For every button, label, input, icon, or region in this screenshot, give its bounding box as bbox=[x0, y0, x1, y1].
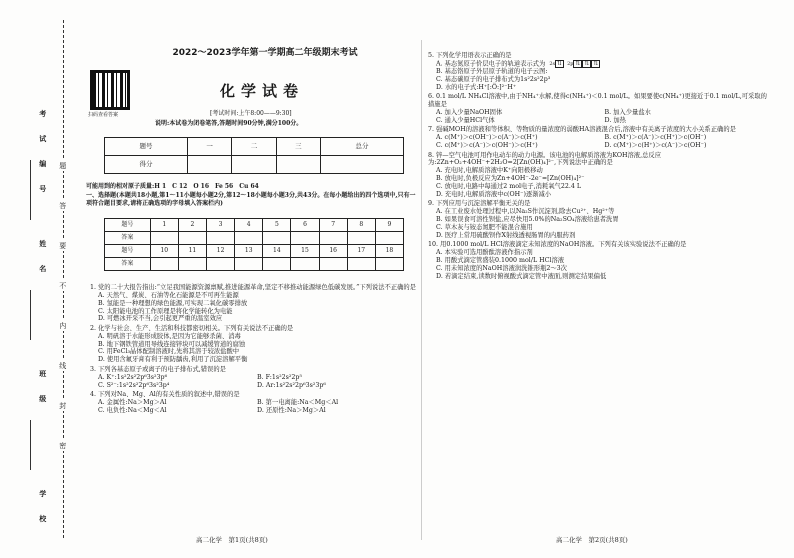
subject-title: 化学试卷 bbox=[220, 82, 305, 100]
column-divider bbox=[421, 40, 422, 540]
answer-number-row bbox=[105, 245, 404, 258]
grid-cell: 15 bbox=[291, 245, 319, 258]
exam-number-line bbox=[30, 160, 31, 220]
answer-option: C. 太阳能电池的工作原理是将化学能转化为电能 bbox=[98, 307, 233, 315]
answer-option: B. 如果误食可溶性钡盐,应尽快用5.0%的Na₂SO₄溶液给患者洗胃 bbox=[436, 216, 619, 224]
answer-box[interactable] bbox=[347, 232, 375, 245]
answer-option: A. K⁺:1s²2s²2p⁶3s²3p⁶ bbox=[98, 373, 168, 381]
answer-option: C. 基态碳原子的电子排布式为1s²2s²2p³ bbox=[436, 76, 551, 84]
seal-char: 内 bbox=[58, 322, 67, 329]
grid-cell: 16 bbox=[319, 245, 347, 258]
grid-cell: 10 bbox=[150, 245, 178, 258]
grid-cell: 17 bbox=[347, 245, 375, 258]
class-label: 班级 bbox=[38, 370, 48, 420]
answer-option: C. 用FeCl₃晶体配制溶液时,先将其溶于较浓盐酸中 bbox=[98, 348, 240, 356]
question-left_questions-1 bbox=[90, 325, 416, 364]
answer-option: B. 用酸式滴定管盛装0.1000 mol/L HCl溶液 bbox=[436, 256, 565, 264]
grid-cell: 题号 bbox=[105, 245, 151, 258]
answer-option: A. 基态氮原子价层电子的轨道表示式为 2s ⇅ 2p ⇅ ⇅ ⇅ bbox=[436, 59, 599, 68]
option-row bbox=[428, 134, 773, 142]
seal-dashed-line bbox=[63, 20, 64, 538]
answer-option: B. F:1s²2s²2p⁵ bbox=[257, 373, 302, 381]
grid-cell: 答案 bbox=[105, 232, 151, 245]
grid-cell: 14 bbox=[263, 245, 291, 258]
answer-box[interactable] bbox=[263, 258, 291, 271]
option-row bbox=[428, 109, 773, 117]
answer-box[interactable] bbox=[178, 232, 206, 245]
answer-box[interactable] bbox=[319, 258, 347, 271]
grid-cell: 9 bbox=[375, 219, 403, 232]
answer-option: C. 草木灰与铵态氮肥不能混合施用 bbox=[436, 223, 533, 231]
seal-char: 密 bbox=[58, 442, 67, 449]
question-stem: 3. 下列各基态原子或离子的电子排布式,错误的是 bbox=[90, 365, 226, 373]
seal-char: 题 bbox=[58, 162, 67, 169]
answer-option: D. 充电时,电解质溶液中c(OH⁻)逐渐减小 bbox=[436, 190, 552, 198]
answer-box[interactable] bbox=[319, 232, 347, 245]
grid-cell: 3 bbox=[207, 219, 235, 232]
answer-option: B. 放电时,负极反应为Zn+4OH⁻-2e⁻=[Zn(OH)₄]²⁻ bbox=[436, 175, 585, 183]
answer-box[interactable] bbox=[207, 258, 235, 271]
exam-title: 2022～2023学年第一学期高二年级期末考试 bbox=[172, 48, 358, 58]
answer-box[interactable] bbox=[291, 232, 319, 245]
school-label: 学校 bbox=[38, 490, 48, 540]
grid-cell: 题号 bbox=[105, 219, 151, 232]
answer-option: A. 本实验可选用酚酞溶液作指示剂 bbox=[436, 249, 533, 257]
orbital-diagram bbox=[549, 60, 600, 67]
answer-box[interactable] bbox=[375, 232, 403, 245]
question-stem: 7. 强碱MOH的溶液和等体积、等物质的量浓度的弱酸HA溶液混合后,溶液中有关离子浓度的大小关系正确的是 bbox=[428, 126, 736, 134]
question-right_questions-4 bbox=[428, 200, 773, 239]
score-table bbox=[104, 137, 404, 174]
answer-fill-row bbox=[105, 258, 404, 271]
score-cell: 题号 bbox=[105, 138, 188, 156]
score-cell: 二 bbox=[232, 138, 276, 156]
answer-option: D. c(M⁺)＞c(H⁺)＞c(A⁻)＞c(OH⁻) bbox=[604, 142, 707, 150]
question-stem: 2. 化学与社会、生产、生活和科技都密切相关。下列有关说法不正确的是 bbox=[90, 324, 294, 332]
score-header-row bbox=[105, 138, 404, 156]
exam-note: 说明:本试卷为闭卷笔答,答题时间90分钟,满分100分。 bbox=[155, 120, 303, 127]
qr-code-icon[interactable] bbox=[90, 70, 130, 110]
question-stem: 4. 下列对Na、Mg、Al的有关性质的叙述中,错误的是 bbox=[90, 390, 240, 398]
question-stem: 8. 锌—空气电池可用作电动车的动力电源。该电池的电解质溶液为KOH溶液,总反应为:2Zn+O₂+4OH⁻+2H₂O=2[Zn(OH)₄]²⁻,下列说法中正确的是 bbox=[428, 151, 661, 167]
answer-option: B. 氢能是一种理想的绿色能源,可实现二氧化碳零排放 bbox=[98, 299, 248, 307]
answer-option: D. 若滴定结束,读数时俯视酸式滴定管中液面,则测定结果偏低 bbox=[436, 272, 607, 280]
answer-option: A. 在工业废水处理过程中,以Na₂S作沉淀剂,除去Cu²⁺、Hg²⁺等 bbox=[436, 208, 615, 216]
atomic-masses: 可能用到的相对原子质量:H 1 C 12 O 16 Fe 56 Cu 64 bbox=[86, 183, 259, 190]
answer-option: A. 加入少量NaOH固体 bbox=[436, 109, 503, 117]
option-row bbox=[90, 407, 416, 415]
grid-cell: 7 bbox=[319, 219, 347, 232]
answer-grid bbox=[104, 218, 404, 271]
answer-box[interactable] bbox=[235, 258, 263, 271]
score-cell: 一 bbox=[187, 138, 231, 156]
answer-option: A. 明矾溶于水能形成胶体,是因为它能够杀菌、消毒 bbox=[98, 332, 241, 340]
question-stem: 10. 用0.1000 mol/L HCl溶液滴定未知浓度的NaOH溶液。下列有关该实验说法不正确的是 bbox=[428, 241, 687, 249]
answer-box[interactable] bbox=[150, 258, 178, 271]
answer-option: D. 水的电子式:H⁺[:Ö:]²⁻H⁺ bbox=[436, 83, 517, 91]
question-stem: 6. 0.1 mol/L NH₄Cl溶液中,由于NH₄⁺水解,使得c(NH₄⁺)＜0.1 mol/L。如果要使c(NH₄⁺)更接近于0.1 mol/L,可采取的措施是 bbox=[428, 93, 767, 109]
qr-tip: 扫码查看答案 bbox=[88, 112, 119, 118]
score-value-row bbox=[105, 156, 404, 174]
answer-option: A. c(M⁺)＞c(OH⁻)＞c(A⁻)＞c(H⁺) bbox=[436, 134, 538, 142]
answer-option: D. 还原性:Na＞Mg＞Al bbox=[257, 406, 326, 414]
question-stem: 9. 下列应用与沉淀溶解平衡无关的是 bbox=[428, 200, 531, 208]
answer-option: A. 充电时,电解质溶液中K⁺向阳极移动 bbox=[436, 167, 543, 175]
grid-cell: 8 bbox=[347, 219, 375, 232]
answer-option: D. 使用含氟牙膏有利于预防龋齿,利用了沉淀溶解平衡 bbox=[98, 356, 248, 364]
section-1-heading: 一、选择题(本题共18小题,第1～11小题每小题2分,第12～18小题每小题3分,共43分。在每小题给出的四个选项中,只有一项符合题目要求,请将正确选项的字母填入答案栏内) bbox=[86, 192, 416, 207]
grid-cell: 答案 bbox=[105, 258, 151, 271]
answer-box[interactable] bbox=[207, 232, 235, 245]
answer-option: C. c(M⁺)＞c(A⁻)＞c(OH⁻)＞c(H⁺) bbox=[436, 142, 538, 150]
score-input-cell[interactable] bbox=[276, 156, 320, 174]
score-input-cell[interactable] bbox=[187, 156, 231, 174]
answer-box[interactable] bbox=[375, 258, 403, 271]
answer-fill-row bbox=[105, 232, 404, 245]
grid-cell: 6 bbox=[291, 219, 319, 232]
grid-cell: 18 bbox=[375, 245, 403, 258]
grid-cell: 2 bbox=[178, 219, 206, 232]
question-right_questions-3 bbox=[428, 152, 773, 199]
answer-option: B. 第一电离能:Na＜Mg＜Al bbox=[257, 398, 339, 406]
binding-strip bbox=[0, 0, 68, 558]
answer-option: C. 电负性:Na＜Mg＜Al bbox=[98, 406, 167, 414]
answer-option: C. 放电时,电路中每通过2 mol电子,消耗氧气22.4 L bbox=[436, 183, 582, 191]
seal-char: 封 bbox=[58, 402, 67, 409]
left-question-list bbox=[90, 284, 416, 416]
question-right_questions-5 bbox=[428, 241, 773, 280]
orbital-box-icon: ⇅ bbox=[575, 59, 581, 67]
grid-cell: 12 bbox=[207, 245, 235, 258]
answer-box[interactable] bbox=[291, 258, 319, 271]
option-row bbox=[90, 382, 416, 390]
question-stem: 5. 下列化学用语表示正确的是 bbox=[428, 52, 512, 59]
answer-option: C. 通入少量HCl气体 bbox=[436, 116, 495, 124]
grid-cell: 13 bbox=[235, 245, 263, 258]
answer-box[interactable] bbox=[235, 232, 263, 245]
option-row bbox=[90, 399, 416, 407]
question-right_questions-2 bbox=[428, 126, 773, 150]
score-cell: 三 bbox=[276, 138, 320, 156]
grid-cell: 5 bbox=[263, 219, 291, 232]
question-left_questions-0 bbox=[90, 284, 416, 323]
right-question-list bbox=[428, 52, 773, 282]
seal-char: 要 bbox=[58, 242, 67, 249]
answer-number-row bbox=[105, 219, 404, 232]
answer-box[interactable] bbox=[263, 232, 291, 245]
answer-option: D. 可燃冰开采不当,会引起更严重的温室效应 bbox=[98, 315, 223, 323]
seal-char: 线 bbox=[58, 362, 67, 369]
seal-char: 答 bbox=[58, 202, 67, 209]
answer-box[interactable] bbox=[150, 232, 178, 245]
question-right_questions-1 bbox=[428, 93, 773, 124]
score-input-cell[interactable] bbox=[232, 156, 276, 174]
answer-option: C. 用未知浓度的NaOH溶液润洗锥形瓶2～3次 bbox=[436, 264, 567, 272]
answer-option: D. 医疗上常用硫酸钡作X射线透视肠胃的内服药剂 bbox=[436, 231, 576, 239]
score-input-cell[interactable] bbox=[321, 156, 404, 174]
score-cell: 得分 bbox=[105, 156, 188, 174]
question-left_questions-2 bbox=[90, 366, 416, 390]
grid-cell: 4 bbox=[235, 219, 263, 232]
answer-box[interactable] bbox=[178, 258, 206, 271]
grid-cell: 1 bbox=[150, 219, 178, 232]
class-line bbox=[30, 420, 31, 470]
answer-box[interactable] bbox=[347, 258, 375, 271]
exam-time: [考试时间:上午8:00——9:30] bbox=[210, 110, 292, 117]
score-cell: 总分 bbox=[321, 138, 404, 156]
option-row bbox=[428, 142, 773, 150]
answer-option: B. 基态铬原子外层原子轨道的电子云图: bbox=[436, 68, 548, 76]
answer-option: D. Ar:1s²2s²2p⁶3s²3p⁶ bbox=[257, 381, 326, 389]
footer-right: 高二化学 第2页(共8页) bbox=[556, 536, 628, 544]
orbital-2s-label: 2s bbox=[549, 61, 556, 68]
question-stem: 1. 党的二十大报告指出:“立足我国能源资源禀赋,推进能源革命,坚定不移推动能源绿色低碳发展。”下列说法不正确的是 bbox=[90, 284, 416, 291]
orbital-box-icon: ⇅ bbox=[593, 59, 599, 67]
name-label: 姓名 bbox=[38, 240, 48, 290]
answer-option: B. 加入少量盐水 bbox=[604, 109, 651, 117]
answer-option: C. S²⁻:1s²2s²2p⁶3s²3p⁴ bbox=[98, 381, 170, 389]
answer-option: A. 金属性:Na＞Mg＞Al bbox=[98, 398, 167, 406]
question-right_questions-0 bbox=[428, 52, 773, 92]
question-left_questions-3 bbox=[90, 391, 416, 415]
seal-char: 不 bbox=[58, 282, 67, 289]
orbital-2p-label: 2p bbox=[567, 61, 574, 68]
answer-option: A. 天然气、煤炭、石油等化石能源是不可再生能源 bbox=[98, 291, 239, 299]
answer-option: D. 加热 bbox=[604, 116, 626, 124]
orbital-box-icon: ⇅ bbox=[584, 59, 590, 67]
name-line bbox=[30, 290, 31, 340]
grid-cell: 11 bbox=[178, 245, 206, 258]
option-row bbox=[90, 374, 416, 382]
footer-left: 高二化学 第1页(共8页) bbox=[196, 536, 268, 544]
option-row bbox=[428, 117, 773, 125]
answer-option: B. 地下钢铁管道用导线连接锌块可以减缓管道的腐蚀 bbox=[98, 340, 246, 348]
exam-number-label: 考试编号 bbox=[38, 110, 48, 210]
orbital-box-icon: ⇅ bbox=[557, 59, 563, 67]
answer-option: B. c(M⁺)＞c(A⁻)＞c(H⁺)＞c(OH⁻) bbox=[604, 134, 707, 142]
